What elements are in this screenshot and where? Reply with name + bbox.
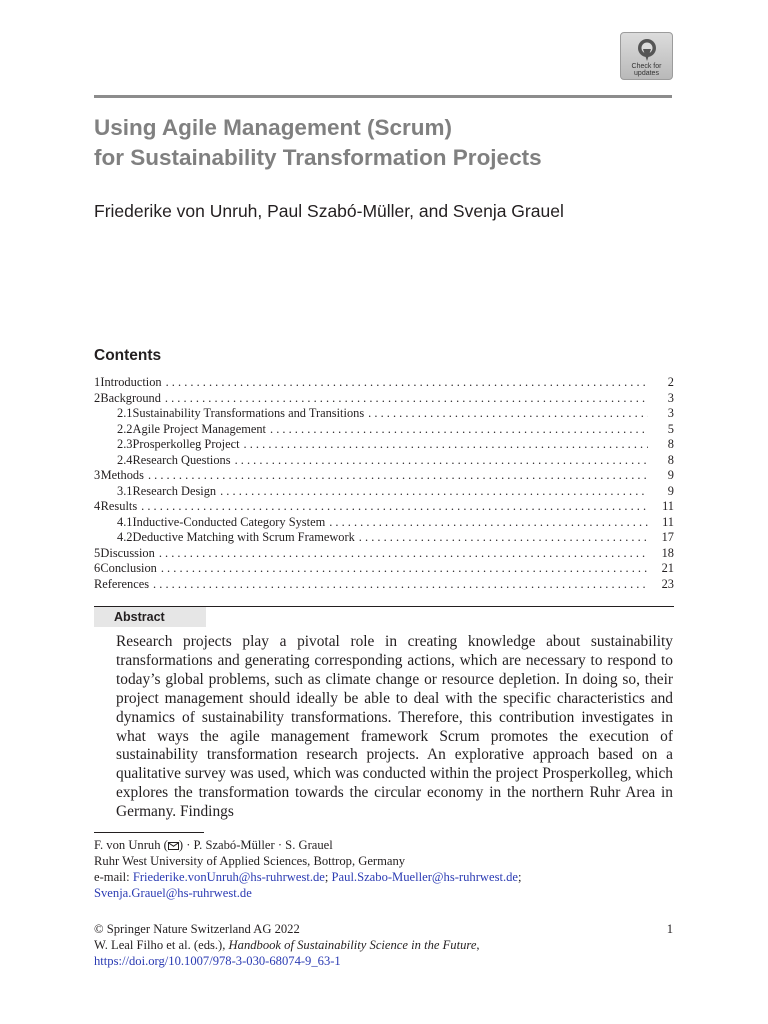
toc-entry-page: 11 — [662, 499, 674, 513]
toc-leader-dots — [159, 546, 648, 562]
toc-entry-number: 2.1 — [117, 406, 133, 420]
toc-leader-dots — [161, 561, 648, 577]
toc-entry-title: Research Questions — [132, 452, 231, 467]
footnote-email-line — [94, 869, 674, 885]
contents-heading: Contents — [94, 347, 162, 364]
toc-leader-dots — [148, 468, 648, 484]
check-for-updates-badge[interactable] — [620, 32, 673, 80]
footnote-authors-suffix: ) · P. Szabó-Müller · S. Grauel — [178, 838, 333, 852]
toc-entry-title: Agile Project Management — [132, 421, 267, 436]
badge-line-1: Check for — [631, 63, 662, 70]
citation-line — [94, 937, 674, 953]
header-rule — [94, 95, 672, 98]
toc-entry[interactable] — [94, 546, 674, 562]
toc-entry-number: 2 — [94, 390, 101, 405]
toc-entry-title: Methods — [100, 468, 144, 482]
toc-entry[interactable] — [94, 391, 674, 407]
author-footnote — [94, 837, 674, 901]
toc-leader-dots — [329, 515, 648, 531]
toc-entry[interactable] — [94, 422, 674, 438]
doi-link[interactable]: https://doi.org/10.1007/978-3-030-68074-9_63-1 — [94, 954, 341, 968]
toc-entry-title: Results — [100, 499, 138, 513]
toc-entry[interactable] — [94, 499, 674, 515]
toc-leader-dots — [270, 422, 648, 438]
badge-label — [621, 63, 672, 77]
toc-entry[interactable] — [94, 484, 674, 500]
toc-entry-number: 2.3 — [117, 437, 133, 451]
page-number: 1 — [666, 922, 673, 936]
toc-entry[interactable] — [94, 577, 674, 593]
toc-entry-title: Prosperkolleg Project — [132, 437, 240, 451]
toc-entry-number: 5 — [94, 545, 101, 560]
abstract-label: Abstract — [114, 610, 165, 624]
table-of-contents — [94, 375, 674, 592]
toc-entry-title: Research Design — [132, 483, 217, 498]
toc-entry-title: Background — [100, 390, 161, 405]
toc-entry-number: 6 — [94, 561, 101, 575]
toc-leader-dots — [166, 375, 648, 391]
toc-entry[interactable] — [94, 530, 674, 546]
copyright-line: © Springer Nature Switzerland AG 2022 — [94, 922, 300, 936]
toc-entry-number: 4 — [94, 499, 101, 513]
email-label: e-mail: — [94, 870, 133, 884]
toc-entry-number: 4.1 — [117, 514, 133, 529]
toc-entry-page: 18 — [661, 545, 674, 560]
email-separator-2: ; — [518, 870, 522, 884]
toc-entry[interactable] — [94, 453, 674, 469]
toc-entry-title: Inductive-Conducted Category System — [132, 514, 326, 529]
toc-entry-number: 4.2 — [117, 530, 133, 544]
toc-leader-dots — [165, 391, 648, 407]
toc-leader-dots — [141, 499, 648, 515]
copyright-block — [94, 921, 674, 969]
toc-entry-page: 21 — [661, 561, 674, 575]
footnote-rule — [94, 832, 204, 833]
toc-leader-dots — [244, 437, 648, 453]
toc-entry-page: 8 — [667, 437, 674, 451]
toc-entry-page: 8 — [667, 452, 674, 467]
toc-entry-title: Conclusion — [100, 561, 157, 575]
footnote-affiliation: Ruhr West University of Applied Sciences, Bottrop, Germany — [94, 854, 406, 868]
footnote-authors-line — [94, 837, 674, 853]
author-list: Friederike von Unruh, Paul Szabó-Müller, and Svenja Grauel — [94, 201, 564, 221]
abstract-text: Research projects play a pivotal role in creating knowledge about sustainability transformations and generating corresponding actions, which are necessary to respond to today’s global problems, such as climate change or resource depletion. In doing so, their project management should ideally be able to deal with the specific characteristics and dynamics of sustainability transformations. Therefore, this contribution investigates in what ways the agile management framework Scrum promotes the execution of sustainability transformation research projects. An explorative approach based on a qualitative survey was used, which was conducted within the project Prosperkolleg, which explores the transformation towards the circular economy in the northern Ruhr Area in Germany. Findings — [116, 633, 673, 821]
toc-entry[interactable] — [94, 468, 674, 484]
toc-entry[interactable] — [94, 406, 674, 422]
email-separator-1: ; — [324, 870, 332, 884]
title-line-1: Using Agile Management (Scrum) — [94, 115, 452, 140]
crossmark-icon — [636, 37, 658, 61]
citation-book-title: Handbook of Sustainability Science in the Future — [228, 938, 477, 952]
footnote-authors-prefix: F. von Unruh ( — [94, 838, 168, 852]
toc-leader-dots — [359, 530, 648, 546]
toc-entry-page: 9 — [667, 483, 674, 498]
toc-leader-dots — [235, 453, 648, 469]
toc-entry-page: 9 — [667, 468, 674, 482]
email-link-unruh[interactable]: Friederike.vonUnruh@hs-ruhrwest.de — [132, 870, 325, 884]
title-line-2: for Sustainability Transformation Projects — [94, 145, 542, 170]
toc-entry[interactable] — [94, 437, 674, 453]
toc-entry[interactable] — [94, 561, 674, 577]
toc-entry-page: 2 — [667, 375, 674, 389]
toc-entry-page: 5 — [667, 421, 674, 436]
toc-entry-page: 3 — [667, 390, 674, 405]
toc-entry-page: 3 — [667, 406, 674, 420]
toc-leader-dots — [220, 484, 648, 500]
toc-entry-number: 1 — [94, 375, 101, 389]
email-link-szabo-mueller[interactable]: Paul.Szabo-Mueller@hs-ruhrwest.de — [331, 870, 519, 884]
toc-entry-title: Discussion — [100, 545, 155, 560]
toc-entry-number: 2.4 — [117, 452, 133, 467]
toc-entry-number: 3 — [94, 468, 101, 482]
toc-entry-page: 11 — [662, 514, 674, 529]
toc-entry[interactable] — [94, 515, 674, 531]
toc-entry-page: 23 — [661, 576, 674, 591]
toc-entry[interactable] — [94, 375, 674, 391]
paper-title — [94, 113, 694, 173]
toc-entry-title: References — [94, 576, 150, 591]
toc-entry-title: Sustainability Transformations and Transitions — [132, 406, 365, 420]
toc-leader-dots — [368, 406, 648, 422]
toc-entry-number: 2.2 — [117, 421, 133, 436]
toc-entry-title: Introduction — [100, 375, 162, 389]
toc-leader-dots — [153, 577, 648, 593]
citation-editors: W. Leal Filho et al. (eds.), — [94, 938, 229, 952]
toc-entry-title: Deductive Matching with Scrum Framework — [132, 530, 355, 544]
email-link-grauel[interactable]: Svenja.Grauel@hs-ruhrwest.de — [94, 886, 252, 900]
citation-comma: , — [476, 938, 480, 952]
toc-entry-page: 17 — [661, 530, 674, 544]
badge-line-2: updates — [634, 70, 659, 77]
toc-entry-number: 3.1 — [117, 483, 133, 498]
envelope-icon[interactable] — [168, 842, 179, 850]
